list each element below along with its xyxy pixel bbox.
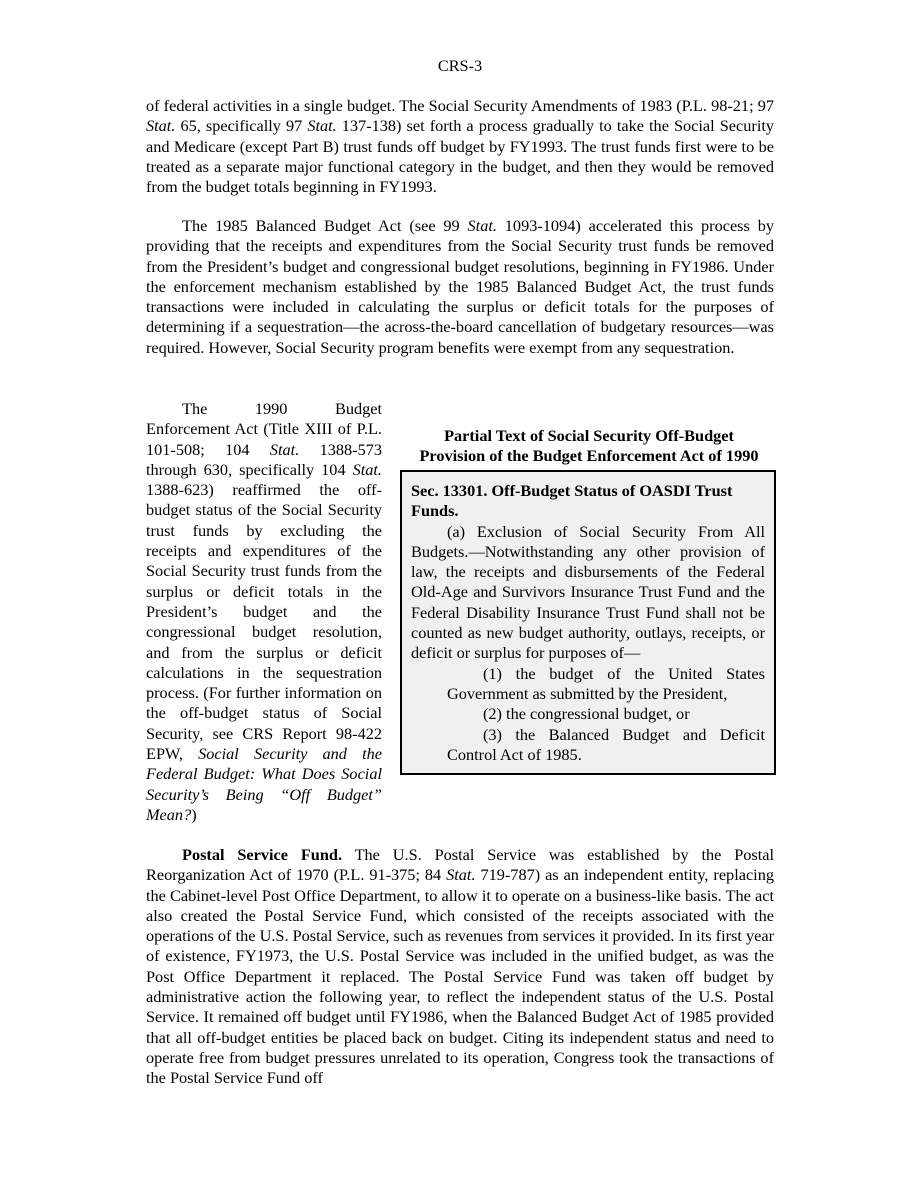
text-run: 1388-573 through 630, specifically 104 (146, 439, 382, 479)
sidebar-title (398, 426, 780, 466)
list-item: (2) the congressional budget, or (483, 704, 690, 724)
text-run: 1388-623) reaffirmed the off-budget status of the Social Security trust funds by excluding the receipts and expenditures of the Social Security trust funds from the surplus or deficit totals in the President’s budget and the congressional budget resolution, and from the surplus or deficit calculations in the sequestration process. (For further information on the off-budget status of Social Security, see CRS Report 98-422 EPW, (146, 480, 382, 764)
sidebar-title-line: Provision of the Budget Enforcement Act of 1990 (419, 446, 759, 465)
italic-citation: Stat. (269, 439, 300, 459)
sidebar-box (400, 470, 776, 775)
text-run: 1093-1094) accelerated this process by providing that the receipts and expenditures from the Social Security trust funds be removed from the President’s budget and congressional budget resolutions, beginning in FY1986. Under the enforcement mechanism established by the 1985 Balanced Budget Act, the trust funds transactions were included in calculating the surplus or deficit totals for the purposes of determining if a sequestration—the across-the-board cancellation of budgetary resources—was required. However, Social Security program benefits were exempt from any sequestration. (146, 216, 774, 357)
run-in-heading: Postal Service Fund. (182, 845, 343, 864)
text-run: 137-138) set forth a process gradually to take the Social Security and Medicare (except Part B) trust funds off budget by FY1993. The trust funds first were to be treated as a separate major functional category in the budget, and then they would be removed from the budget totals beginning in FY1993. (146, 116, 775, 197)
paragraph-social-security-amendments (146, 96, 774, 197)
text-run: ) (191, 804, 197, 824)
text-run: The U.S. Postal Service was established by the Postal Reorganization Act of 1970 (P.L. 91-375; 84 (146, 845, 774, 885)
sidebar-title-line: Partial Text of Social Security Off-Budget (444, 426, 734, 445)
italic-report-title: Social Security and the Federal Budget: What Does Social Security’s Being “Off Budget” Mean? (146, 744, 383, 824)
list-item: (1) the budget of the United States Government as submitted by the President, (447, 663, 765, 703)
paragraph-balanced-budget-act (146, 216, 774, 358)
text-run: The 1990 Budget Enforcement Act (Title XIII of P.L. 101-508; 104 (146, 399, 382, 459)
page-number: CRS-3 (437, 56, 483, 75)
text-run: of federal activities in a single budget. The Social Security Amendments of 1983 (P.L. 98-21; 97 (146, 96, 774, 115)
italic-citation: Stat. (446, 865, 476, 885)
text-run: The 1985 Balanced Budget Act (see 99 (182, 216, 468, 235)
paragraph-postal-service-fund (146, 845, 774, 1089)
section-body: (a) Exclusion of Social Security From All Budgets.—Notwithstanding any other provision of law, the receipts and disbursements of the Federal Old-Age and Survivors Insurance Trust Fund and the Federal Disability Insurance Trust Fund shall not be counted as new budget authority, outlays, receipts, or deficit or surplus for purposes of— (411, 521, 765, 663)
text-run: 65, specifically 97 (175, 116, 308, 136)
paragraph-budget-enforcement-act (146, 399, 382, 825)
italic-citation: Stat. (146, 116, 176, 136)
list-item: (3) the Balanced Budget and Deficit Control Act of 1985. (447, 724, 765, 764)
section-heading: Sec. 13301. Off-Budget Status of OASDI Trust Funds. (411, 481, 733, 521)
italic-citation: Stat. (307, 116, 337, 136)
italic-citation: Stat. (352, 459, 382, 479)
italic-citation: Stat. (467, 216, 497, 235)
text-run: 719-787) as an independent entity, replacing the Cabinet-level Post Office Department, to allow it to operate on a business-like basis. The act also created the Postal Service Fund, which consisted of the receipts associated with the operations of the U.S. Postal Service, such as revenues from services it provided. In its first year of existence, FY1973, the U.S. Postal Service was included in the unified budget, as was the Post Office Department it replaced. The Postal Service Fund was taken off budget by administrative action the following year, to reflect the independent status of the U.S. Postal Service. It remained off budget until FY1986, when the Balanced Budget Act of 1985 provided that all off-budget entities be placed back on budget. Citing its independent status and need to operate free from budget pressures unrelated to its operation, Congress took the transactions of the Postal Service Fund off (146, 865, 774, 1088)
